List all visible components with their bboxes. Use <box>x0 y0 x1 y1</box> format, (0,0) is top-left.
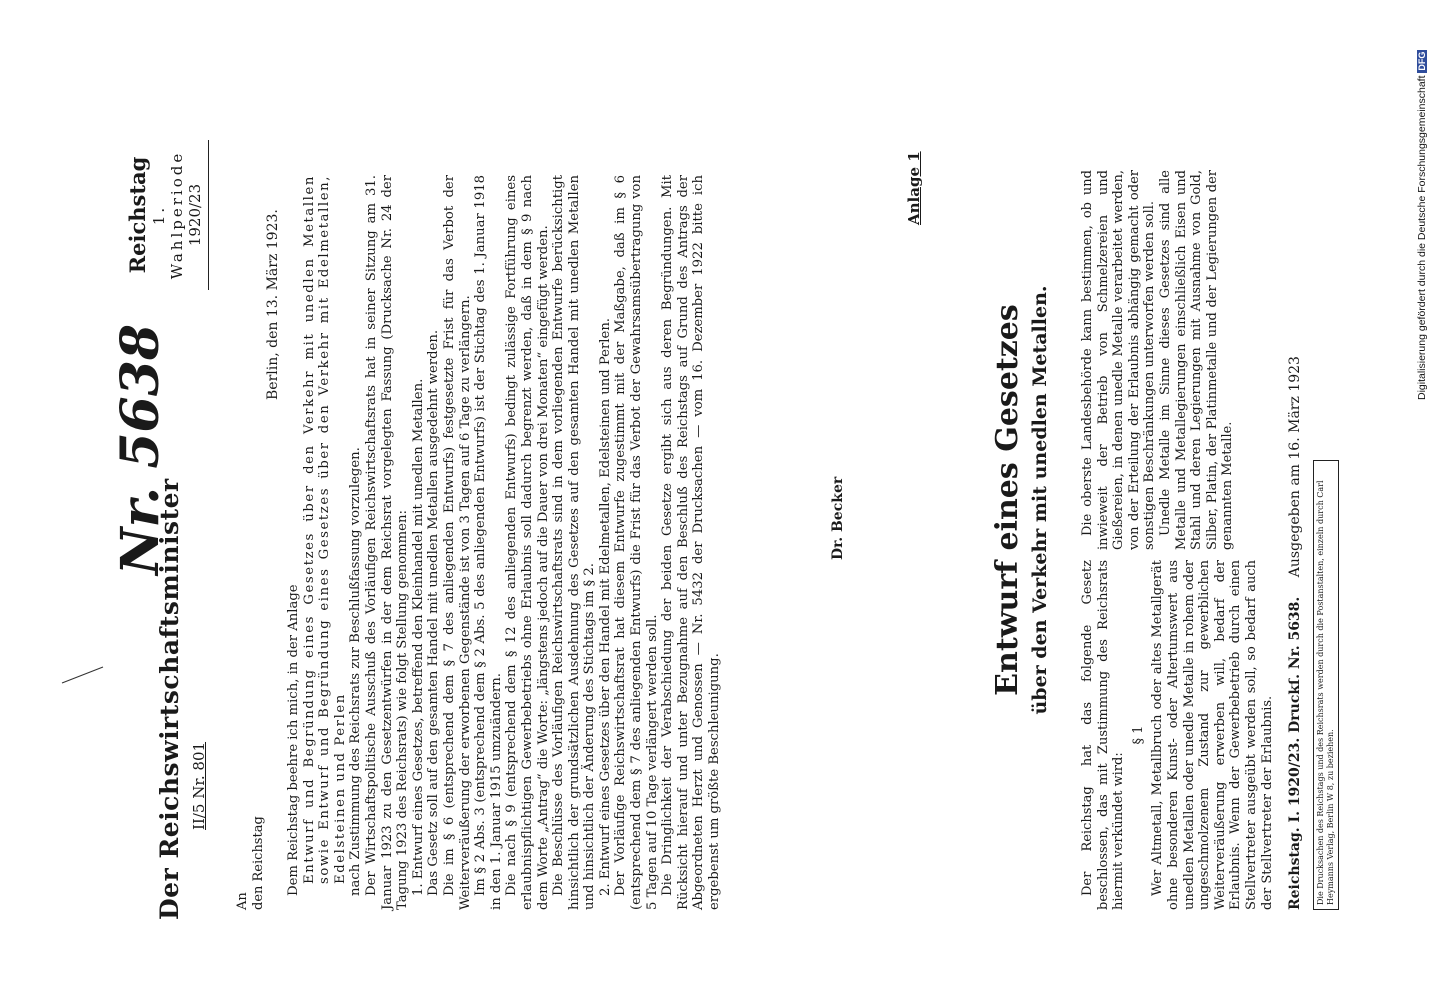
letter-paragraph: Das Gesetz soll auf den gesamten Handel mit unedlen Metallen ausgedehnt werden. <box>426 329 442 896</box>
footer-print-ref: Reichstag. I. 1920/23. Druckſ. Nr. 5638. <box>1287 596 1303 910</box>
footer-distribution-note: Die Drucksachen des Reichstags und des Reichsrats werden durch die Postanstalten, einzeln durch Carl Heymanns Verlag, Berlin W 8, zu beziehen. <box>1313 460 1339 910</box>
law-title-line-1: Entwurf eines Gesetzes <box>990 304 1025 696</box>
wahlperiode-years: 1920/23 <box>186 183 204 247</box>
recipient-line-1: An <box>235 892 250 910</box>
footer-issued-date: Ausgegeben am 16. März 1923 <box>1287 356 1303 578</box>
law-paragraph: Unedle Metalle im Sinne dieses Gesetzes sind alle Metalle und Metallegierungen einschließlich Eisen und Stahl und deren Legierungen mit Ausnahme von Gold, Silber, Platin, der Platinmetalle und der Legierungen der genannten Metalle. <box>1157 170 1236 550</box>
letter-paragraph: Die Beschlüsse des Vorläufigen Reichswirtschaftsrats sind in dem vorliegenden Entwurfe berücksichtigt hinsichtlich der grundsätzlichen Ausdehnung des Gesetzes auf den gesamten Handel mit unedlen Metallen und hinsichtlich der Änderung des Stichtags im § 2. <box>551 175 598 910</box>
letter-paragraph: Der Wirtschaftspolitische Ausschuß des Vorläufigen Reichswirtschaftsrats hat in seiner Sitzung am 31. Januar 1923 zu den Gesetzentwürfen in der dem Reichsrat vorgelegten Fassung (Drucksache Nr. 24 der Tagung 1923 des Reichsrats) wie folgt Stellung genommen: <box>363 175 411 910</box>
letter-paragraph: Im § 2 Abs. 3 (entsprechend dem § 2 Abs. 5 des anliegenden Entwurfs) ist der Stichtag des 1. Januar 1918 in den 1. Januar 1915 umzuändern. <box>473 175 504 910</box>
recipient <box>235 816 267 910</box>
law-title-line-2: über den Verkehr mit unedlen Metallen. <box>1029 285 1051 715</box>
reichstag-block <box>125 140 209 290</box>
law-title <box>990 240 1051 760</box>
document-number: Nr. 5638 <box>110 323 171 575</box>
reichstag-title: Reichstag <box>125 156 150 274</box>
letter-paragraph: 2. Entwurf eines Gesetzes über den Handel mit Edelmetallen, Edelsteinen und Perlen. <box>597 317 613 896</box>
recipient-line-2: den Reichstag <box>251 816 266 910</box>
law-paragraph: Wer Altmetall, Metallbruch oder altes Metallgerät ohne besonderen Kunst- oder Altertumswert aus unedlen Metallen oder unedle Metalle in rohem oder ungeschmolzenem Zustand zur gewerblichen Weiterveräußerung erwerben will, bedarf der Erlaubnis. Wenn der Gewerbebetrieb durch einen Stellvertreter ausgeübt werden soll, so bedarf auch der Stellvertreter der Erlaubnis. <box>1150 560 1275 910</box>
letter-paragraph: 1. Entwurf eines Gesetzes, betreffend den Kleinhandel mit unedlen Metallen. <box>410 378 426 896</box>
footer-line <box>1287 356 1303 910</box>
law-column-left <box>1080 560 1275 910</box>
sender-reference: II/5 Nr. 801 <box>190 741 208 830</box>
sender-heading: Der Reichswirtschaftsminister <box>155 478 184 920</box>
law-column-right <box>1080 170 1236 550</box>
reichstag-rule <box>208 140 209 290</box>
letter-body <box>286 175 723 910</box>
section-heading: § 1 <box>1130 725 1146 745</box>
wahlperiode: 1. Wahlperiode <box>150 150 186 280</box>
letter-paragraph: nach Zustimmung des Reichsrats zur Beschlußfassung vorzulegen. <box>348 447 364 896</box>
letter-paragraph: Die im § 6 (entsprechend dem § 7 des anliegenden Entwurfs) festgesetzte Frist für das Verbot der Weiterveräußerung der erworbenen Gegenstände ist von 3 Tagen auf 6 Tage zu verlängern. <box>441 175 473 910</box>
law-paragraph: Die oberste Landesbehörde kann bestimmen, ob und inwieweit der Betrieb von Schmelzereien und Gießereien, in denen unedle Metalle verarbeitet werden, von der Erteilung der Erlaubnis abhängig gemacht oder sonstigen Beschränkungen unterworfen werden soll. <box>1080 170 1158 550</box>
pencil-mark <box>60 665 105 685</box>
letter-paragraph: Entwurf und Begründung eines Gesetzes über den Verkehr mit unedlen Metallen sowie Entwurf und Begründung eines Gesetzes über den Verkehr mit Edelmetallen, Edelsteinen und Perlen <box>301 175 348 884</box>
signature: Dr. Becker <box>830 476 846 560</box>
letter-paragraph: Dem Reichstag beehre ich mich, in der Anlage <box>286 584 301 896</box>
letter-paragraph: Die nach § 9 (entsprechend dem § 12 des anliegenden Entwurfs) bedingt zulässige Fortführung eines erlaubnispflichtigen Gewerbebetriebs ohne Erlaubnis soll dadurch begrenzt werden, daß in dem § 9 nach dem Worte „Antrag“ die Worte: „längstens jedoch auf die Dauer von drei Monaten“ eingefügt werden. <box>504 175 551 910</box>
date-line: Berlin, den 13. März 1923. <box>265 209 281 400</box>
dfg-logo: DFG <box>1417 51 1427 71</box>
law-intro: Der Reichstag hat das folgende Gesetz beschlossen, das mit Zustimmung des Reichsrats hiermit verkündet wird: <box>1080 560 1127 910</box>
letter-paragraph: Der Vorläufige Reichswirtschaftsrat hat diesem Entwurfe zugestimmt mit der Maßgabe, daß im § 6 (entsprechend dem § 7 des anliegenden Entwurfs) die Frist für das Verbot der Gewahrsamsübertragung von 5 Tagen auf 10 Tage verlängert werden soll. <box>613 175 660 910</box>
digitization-credit <box>1416 10 1434 400</box>
credit-text: Digitalisierung gefördert durch die Deutsche Forschungsgemeinschaft <box>1416 75 1428 400</box>
anlage-label: Anlage 1 <box>905 151 923 225</box>
letter-paragraph: Die Dringlichkeit der Verabschiedung der beiden Gesetze ergibt sich aus deren Begründungen. Mit Rücksicht hierauf und unter Bezugnahme auf den Beschluß des Reichstags auf Grund des Antrags der Abgeordneten Herzt und Genossen — Nr. 5432 der Drucksachen — vom 16. Dezember 1922 bitte ich ergebenst um größte Beschleunigung. <box>660 175 723 910</box>
